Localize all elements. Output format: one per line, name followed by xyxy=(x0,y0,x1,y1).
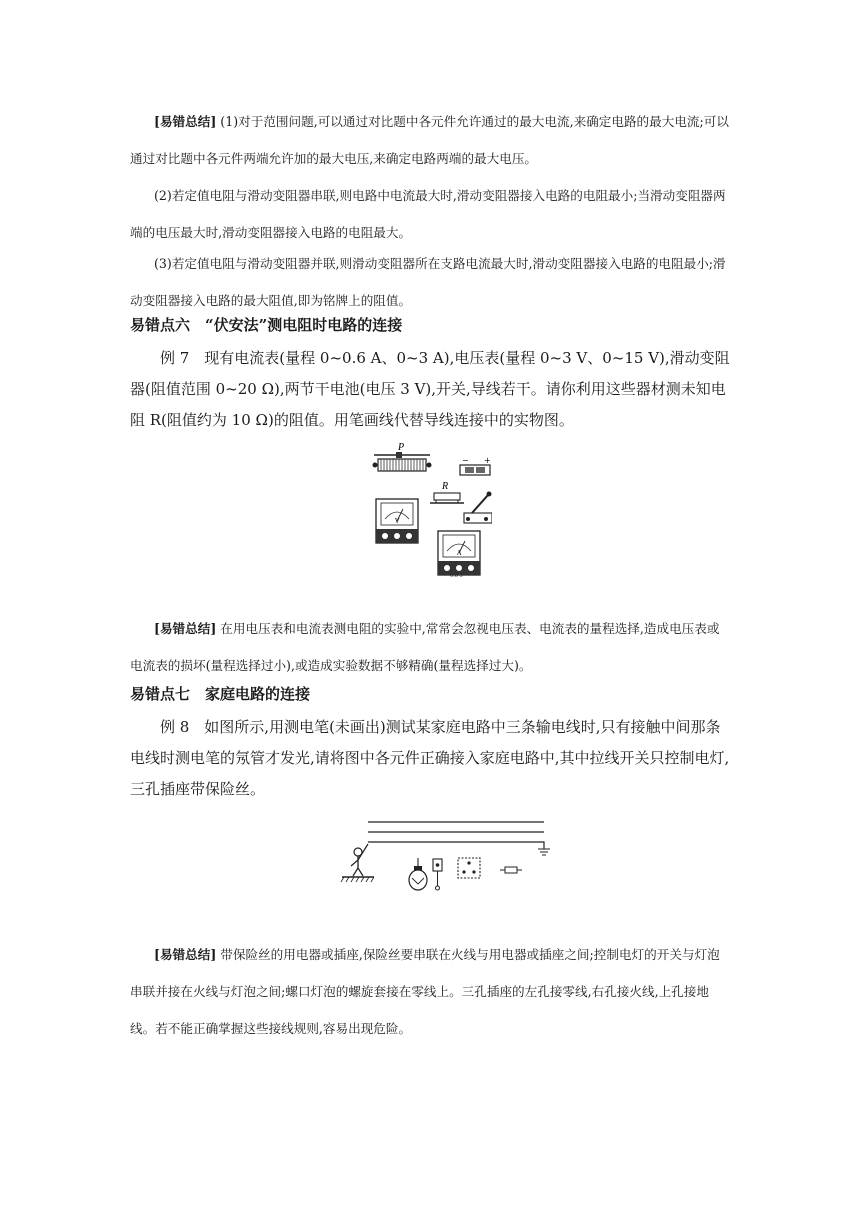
label-a: A xyxy=(457,550,462,557)
label-v: V xyxy=(395,518,400,525)
summary-paragraph-section6 xyxy=(130,610,730,684)
summary-tag: [易错总结] xyxy=(154,114,217,129)
label-minus: − xyxy=(462,456,469,465)
summary-text-1: (1)对于范围问题,可以通过对比题中各元件允许通过的最大电流,来确定电路的最大电流;可以通过对比题中各元件两端允许加的最大电压,来确定电路两端的最大电压。 xyxy=(130,114,729,166)
lamp-icon xyxy=(409,858,427,890)
summary-paragraph-2: (2)若定值电阻与滑动变阻器串联,则电路中电流最大时,滑动变阻器接入电路的电阻最小;当滑动变阻器两端的电压最大时,滑动变阻器接入电路的电阻最大。 xyxy=(130,188,726,240)
socket-icon xyxy=(458,858,480,878)
figure-lab-apparatus xyxy=(372,443,492,578)
pull-switch-icon xyxy=(433,859,442,890)
label-p: P xyxy=(398,443,405,453)
rheostat-icon xyxy=(373,443,432,471)
summary-paragraph-1 xyxy=(130,103,730,177)
summary-text-section6: 在用电压表和电流表测电阻的实验中,常常会忽视电压表、电流表的量程选择,造成电压表或电流表的损坏(量程选择过小),或造成实验数据不够精确(量程选择过大)。 xyxy=(130,621,720,673)
ammeter-icon xyxy=(438,531,480,578)
example-8-text: 例 8 如图所示,用测电笔(未画出)测试某家庭电路中三条输电线时,只有接触中间那条电线时测电笔的氖管才发光,请将图中各元件正确接入家庭电路中,其中拉线开关只控制电灯,三孔插座带保险丝。 xyxy=(130,718,730,798)
summary-tag: [易错总结] xyxy=(154,621,217,636)
figure-home-circuit xyxy=(340,818,552,900)
person-icon xyxy=(341,844,374,882)
label-scale: 0.6 3 xyxy=(450,573,463,578)
section-heading-7: 易错点七 家庭电路的连接 xyxy=(130,685,311,703)
label-r: R xyxy=(442,481,449,492)
resistor-icon xyxy=(430,481,464,503)
label-plus: + xyxy=(484,456,491,465)
fuse-icon xyxy=(500,867,522,873)
battery-icon xyxy=(460,456,491,475)
example-7-text: 例 7 现有电流表(量程 0~0.6 A、0~3 A),电压表(量程 0~3 V、0~15 V),滑动变阻器(阻值范围 0~20 Ω),两节干电池(电压 3 V),开关,导线若干。请你利用这些器材测未知电阻 R(阻值约为 10 Ω)的阻值。用笔画线代替导线连接中的实物图。 xyxy=(130,349,730,429)
power-lines xyxy=(368,822,550,855)
switch-icon xyxy=(464,492,492,524)
section-heading-6: 易错点六 “伏安法”测电阻时电路的连接 xyxy=(130,316,403,334)
summary-paragraph-section7 xyxy=(130,936,730,1047)
voltmeter-icon xyxy=(376,499,418,543)
summary-tag: [易错总结] xyxy=(154,947,217,962)
summary-text-section7: 带保险丝的用电器或插座,保险丝要串联在火线与用电器或插座之间;控制电灯的开关与灯泡串联并接在火线与灯泡之间;螺口灯泡的螺旋套接在零线上。三孔插座的左孔接零线,右孔接火线,上孔接地线。若不能正确掌握这些接线规则,容易出现危险。 xyxy=(130,947,720,1036)
summary-paragraph-3: (3)若定值电阻与滑动变阻器并联,则滑动变阻器所在支路电流最大时,滑动变阻器接入电路的电阻最小;滑动变阻器接入电路的最大阻值,即为铭牌上的阻值。 xyxy=(130,256,726,308)
